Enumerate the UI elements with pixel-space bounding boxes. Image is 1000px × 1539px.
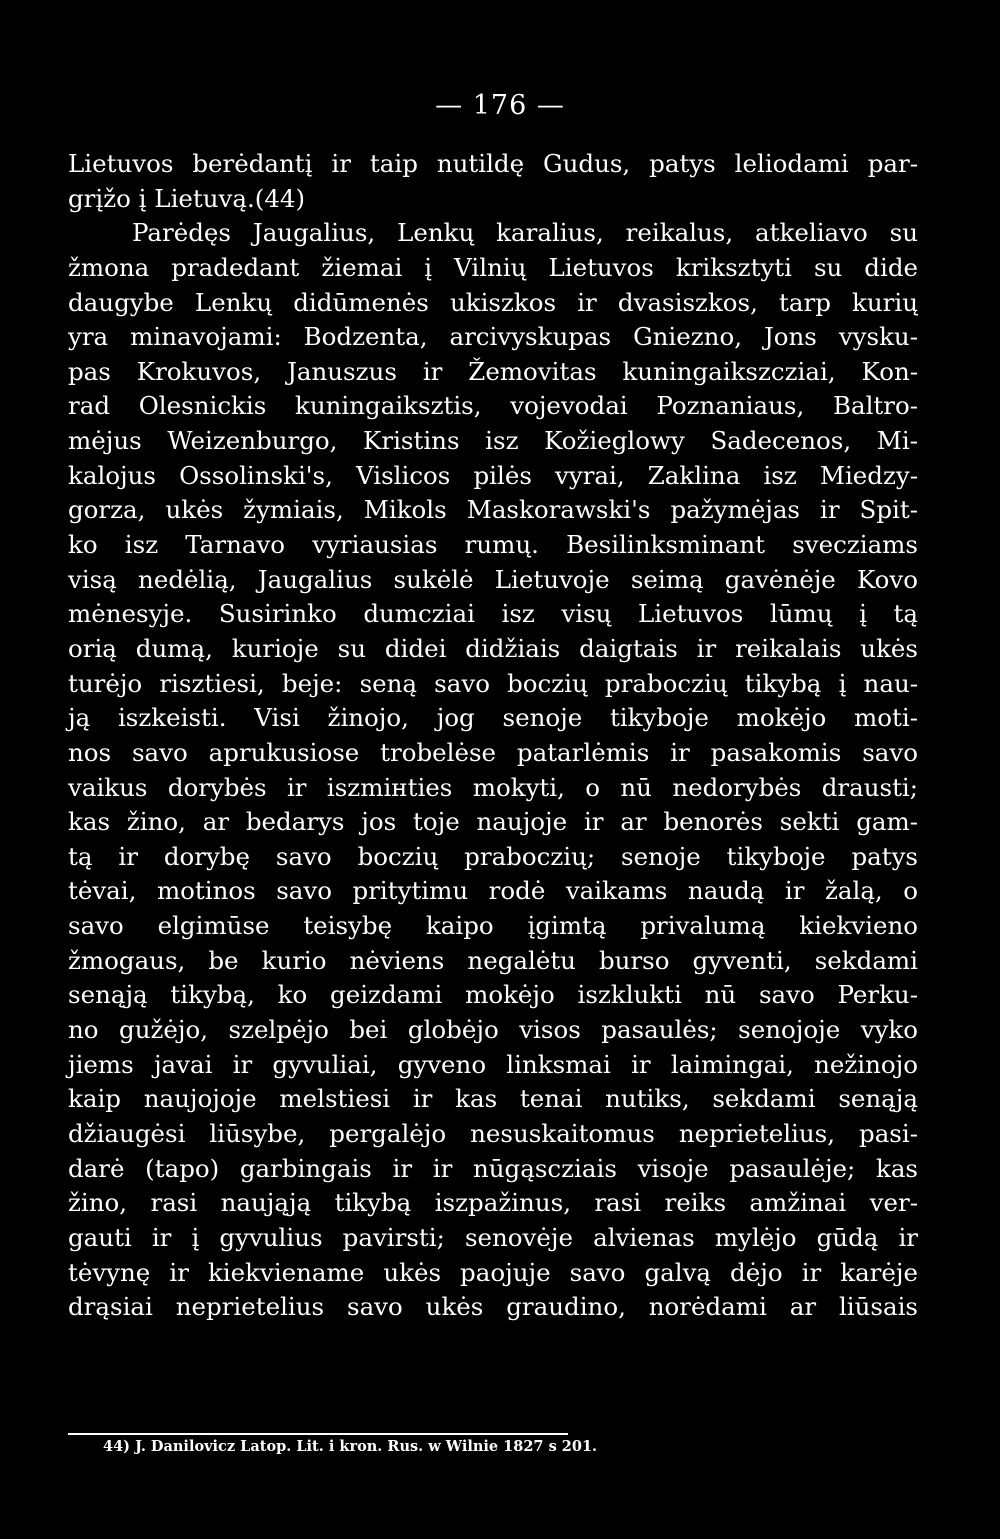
text-line: yra minavojami: Bodzenta, arcivyskupas Gniezno, Jons vysku-: [68, 322, 918, 352]
text-line: pas Krokuvos, Januszus ir Žemovitas kuningaikszcziai, Kon-: [68, 356, 918, 386]
text-line: kalojus Ossolinski's, Vislicos pilės vyrai, Zaklina isz Miedzy-: [68, 460, 918, 490]
text-line: žmona pradedant žiemai į Vilnių Lietuvos kriksztyti su dide: [68, 252, 918, 282]
text-line: džiaugėsi liūsybe, pergalėjo nesuskaitomus neprietelius, pasi-: [68, 1118, 918, 1148]
text-line: grįžo į Lietuvą.(44): [68, 183, 306, 213]
text-line: jiems javai ir gyvuliai, gyveno linksmai ir laimingai, nežinojo: [68, 1049, 918, 1079]
text-line: mėjus Weizenburgo, Kristins isz Kožieglowy Sadecenos, Mi-: [68, 426, 918, 456]
text-line: Parėdęs Jaugalius, Lenkų karalius, reikalus, atkeliavo su: [132, 218, 918, 248]
text-line: kas žino, ar bedarys jos toje naujoje ir ar benorės sekti gam-: [68, 807, 918, 837]
text-line: ją iszkeisti. Visi žinojo, jog senoje tikyboje mokėjo moti-: [68, 703, 918, 733]
footnote: 44) J. Danilovicz Latop. Lit. i kron. Rus. w Wilnie 1827 s 201.: [103, 1438, 598, 1455]
text-line: rad Olesnickis kuningaiksztis, vojevodai Poznaniaus, Baltro-: [68, 391, 918, 421]
text-line: žmogaus, be kurio nėviens negalėtu burso gyventi, sekdami: [68, 945, 918, 975]
text-line: turėjo risztiesi, beje: seną savo boczių praboczių tikybą į nau-: [68, 668, 918, 698]
text-line: tėvai, motinos savo pritytimu rodė vaikams naudą ir žalą, o: [68, 876, 918, 906]
text-line: kaip naujojoje melstiesi ir kas tenai nutiks, sekdami senąją: [68, 1084, 918, 1114]
text-line: drąsiai neprietelius savo ukės graudino, norėdami ar liūsais: [68, 1292, 918, 1322]
body-text: [68, 147, 918, 1325]
footnote-divider: [68, 1433, 568, 1435]
text-line: tą ir dorybę savo boczių praboczių; senoje tikyboje patys: [68, 841, 918, 871]
text-line: tėvynę ir kiekviename ukės paojuje savo galvą dėjo ir karėje: [68, 1257, 918, 1287]
text-line: nos savo aprukusiose trobelėse patarlėmis ir pasakomis savo: [68, 737, 918, 767]
text-line: darė (tapo) garbingais ir ir nūgąscziais visoje pasaulėje; kas: [68, 1153, 918, 1183]
text-line: Lietuvos berėdantį ir taip nutildę Gudus, patys leliodami par-: [68, 149, 918, 178]
text-line: gorza, ukės žymiais, Mikols Maskorawski's pažymėjas ir Spit-: [68, 495, 918, 525]
text-line: vaikus dorybės ir iszmінties mokyti, o nū nedorybės drausti;: [68, 772, 918, 802]
text-line: no gužėjo, szelpėjo bei globėjo visos pasaulės; senojoje vyko: [68, 1015, 918, 1045]
text-line: visą nedėlią, Jaugalius sukėlė Lietuvoje seimą gavėnėje Kovo: [68, 564, 918, 594]
page-number: — 176 —: [435, 90, 565, 121]
text-line: gauti ir į gyvulius pavirsti; senovėje alvienas mylėjo gūdą ir: [68, 1222, 918, 1252]
text-line: savo elgimūse teisybę kaipo įgimtą privalumą kiekvieno: [68, 911, 918, 941]
text-line: senąją tikybą, ko geizdami mokėjo iszklukti nū savo Perku-: [68, 980, 918, 1010]
text-line: orią dumą, kurioje su didei didžiais daigtais ir reikalais ukės: [68, 633, 918, 663]
text-line: mėnesyje. Susirinko dumcziai isz visų Lietuvos lūmų į tą: [68, 599, 918, 629]
text-line: ko isz Tarnavo vyriausias rumų. Besilinksminant svecziams: [68, 530, 918, 560]
text-line: daugybe Lenkų didūmenės ukiszkos ir dvasiszkos, tarp kurių: [68, 287, 918, 317]
text-line: žino, rasi naująją tikybą iszpažinus, rasi reiks amžinai ver-: [68, 1188, 918, 1218]
